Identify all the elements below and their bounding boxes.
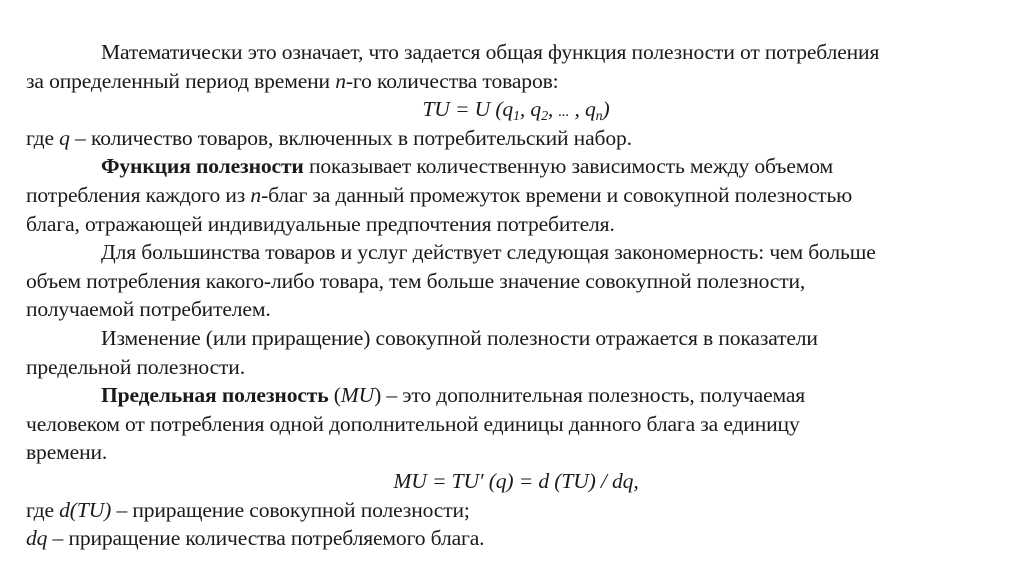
paragraph-text: ) – это дополнительная полезность, получаемая <box>374 383 806 408</box>
paragraph-3-line-3 <box>26 295 1006 324</box>
paragraph-5-line-2 <box>26 410 1006 439</box>
paragraph-2-line-2 <box>26 181 1006 210</box>
term-utility-function: Функция полезности <box>101 154 304 179</box>
variable-dtu: d(TU) <box>59 497 112 522</box>
formula-subscript: 2 <box>541 109 548 125</box>
where-dq-line <box>26 524 1006 553</box>
formula-part: ) <box>602 97 610 122</box>
paragraph-3-line-2 <box>26 267 1006 296</box>
paragraph-text: Изменение (или приращение) совокупной полезности отражается в показатели <box>101 325 818 350</box>
paragraph-text: – приращение количества потребляемого блага. <box>47 526 485 551</box>
formula-text: MU = TU′ (q) = d (TU) / dq, <box>393 468 639 493</box>
paragraph-4-line-2 <box>26 353 1006 382</box>
paragraph-text: где <box>26 125 60 150</box>
paragraph-1-line-2 <box>26 67 1006 96</box>
paragraph-3-line-1 <box>26 238 1006 267</box>
formula-part: , <box>547 97 559 122</box>
variable-n: n <box>250 182 262 207</box>
formula-marginal-utility <box>26 467 1006 496</box>
formula-ellipsis: ... <box>558 104 570 121</box>
paragraph-text: времени. <box>26 440 108 465</box>
abbr-mu: MU <box>340 383 375 408</box>
paragraph-4-line-1 <box>26 324 1006 353</box>
paragraph-1-line-1 <box>26 38 1006 67</box>
paragraph-text: – приращение совокупной полезности; <box>111 497 470 522</box>
variable-n: n <box>335 68 346 93</box>
paragraph-5-line-1 <box>26 381 1006 410</box>
paragraph-text: Для большинства товаров и услуг действует следующая закономерность: чем больше <box>101 240 876 265</box>
paragraph-text: потребления каждого из <box>26 182 251 207</box>
paragraph-text: -го количества товаров: <box>345 68 559 93</box>
where-q-line <box>26 124 1006 153</box>
paragraph-2-line-1 <box>26 152 1006 181</box>
paragraph-text: -благ за данный промежуток времени и совокупной полезностью <box>261 182 853 207</box>
paragraph-text: объем потребления какого-либо товара, тем больше значение совокупной полезности, <box>26 268 806 293</box>
paragraph-text: Математически это означает, что задается общая функция полезности от потребления <box>101 40 880 64</box>
paragraph-text: за определенный период времени <box>26 68 336 93</box>
where-dtu-line <box>26 496 1006 525</box>
paragraph-text: человеком от потребления одной дополнительной единицы данного блага за единицу <box>26 411 800 436</box>
document-page <box>26 38 1006 553</box>
formula-part: TU = U (q <box>422 97 514 122</box>
variable-q: q <box>59 125 70 150</box>
paragraph-2-line-3 <box>26 210 1006 239</box>
paragraph-text: получаемой потребителем. <box>26 297 271 322</box>
term-marginal-utility: Предельная полезность <box>101 383 329 408</box>
paragraph-text: где <box>26 497 60 522</box>
formula-subscript: n <box>595 109 603 125</box>
paragraph-text: блага, отражающей индивидуальные предпочтения потребителя. <box>26 211 615 236</box>
formula-total-utility <box>26 95 1006 124</box>
paragraph-5-line-3 <box>26 438 1006 467</box>
formula-subscript: 1 <box>513 109 520 125</box>
paragraph-text: показывает количественную зависимость между объемом <box>303 154 834 179</box>
paragraph-text: ( <box>328 383 341 408</box>
variable-dq: dq <box>26 526 48 551</box>
formula-part: , q <box>519 97 542 122</box>
paragraph-text: предельной полезности. <box>26 354 245 379</box>
paragraph-text: – количество товаров, включенных в потребительский набор. <box>69 125 632 150</box>
formula-part: , q <box>569 97 596 122</box>
